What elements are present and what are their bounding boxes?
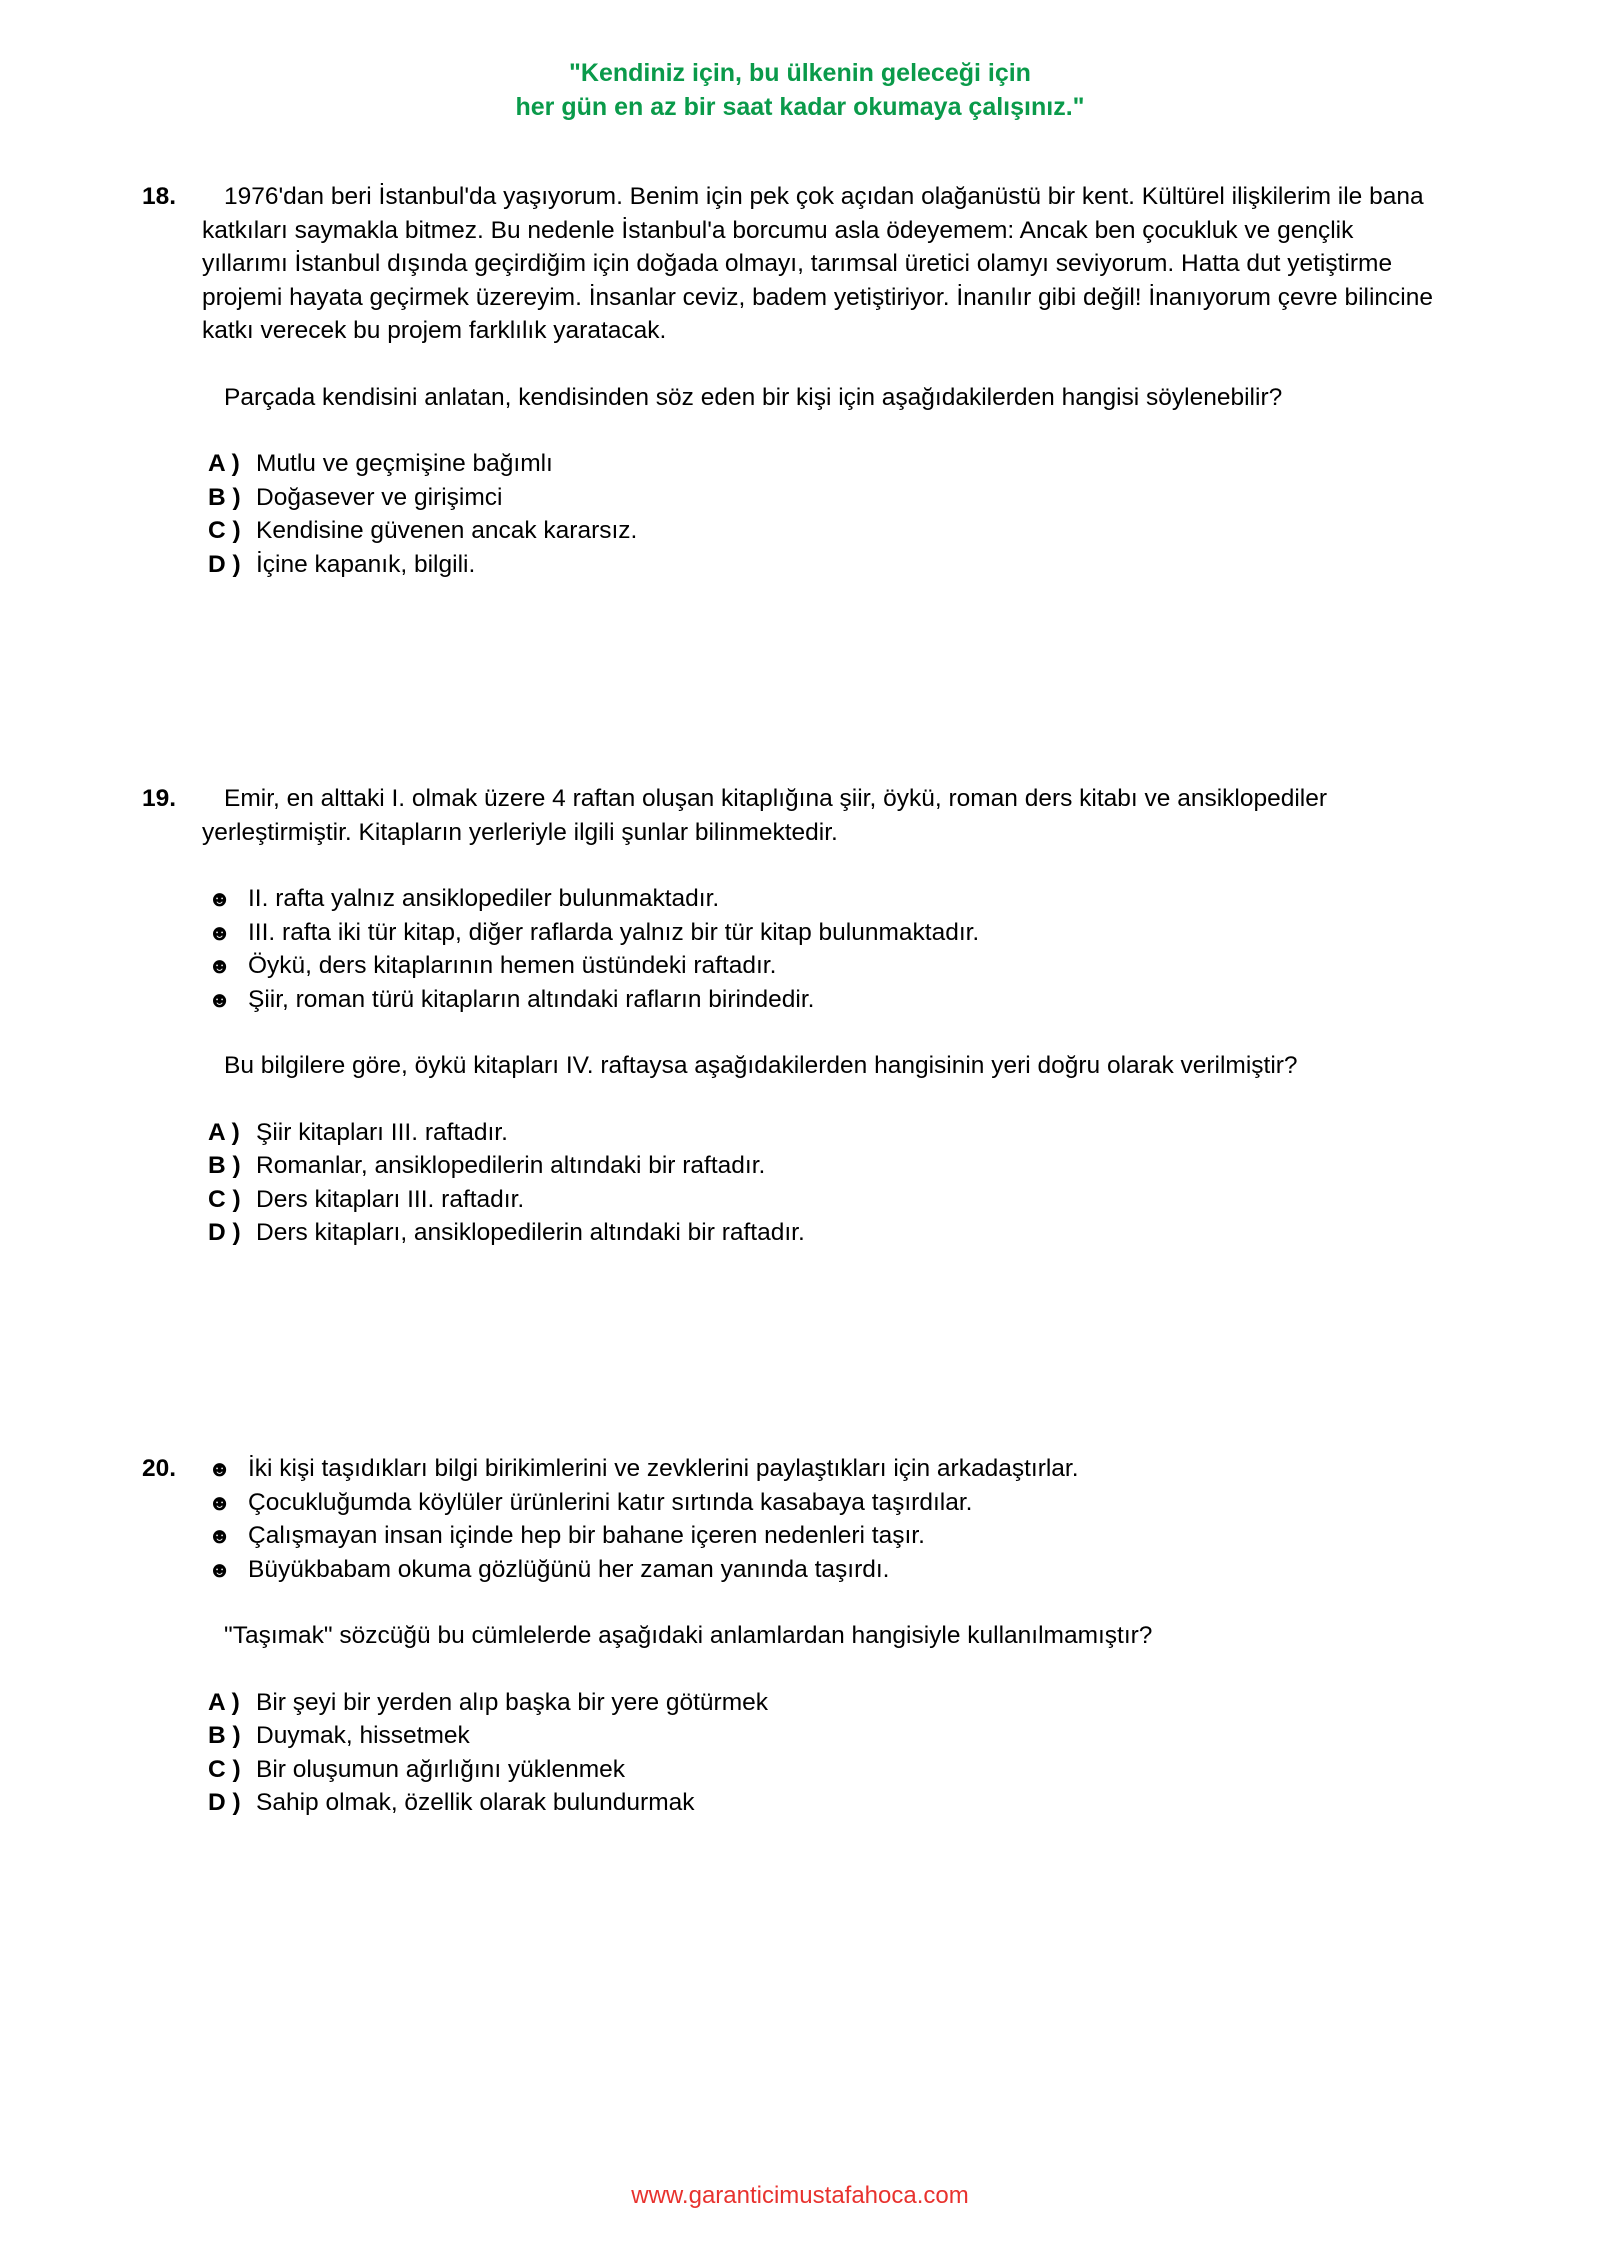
sentence-text: Büyükbabam okuma gözlüğünü her zaman yanında taşırdı. <box>248 1555 890 1583</box>
answer-options <box>202 1116 1442 1250</box>
option-text: Bir oluşumun ağırlığını yüklenmek <box>256 1755 626 1783</box>
question-body <box>202 180 1442 581</box>
sentence-text: Çocukluğumda köylüler ürünlerini katır sırtında kasabaya taşırdılar. <box>248 1488 973 1516</box>
smiley-bullet-icon: ☻ <box>208 953 232 978</box>
option-label: D ) <box>208 1219 241 1246</box>
option-text: Bir şeyi bir yerden alıp başka bir yere götürmek <box>256 1688 768 1716</box>
sentence-list <box>202 1452 1442 1586</box>
option-label: A ) <box>208 450 240 477</box>
question-18 <box>142 180 1442 581</box>
question-number: 20. <box>142 1455 177 1482</box>
statement-list <box>202 882 1442 1016</box>
smiley-bullet-icon: ☻ <box>208 1523 232 1548</box>
option-text: Mutlu ve geçmişine bağımlı <box>256 450 553 477</box>
question-19 <box>142 782 1442 1250</box>
answer-options <box>202 1686 1442 1820</box>
option-label: C ) <box>208 517 241 544</box>
option-label: D ) <box>208 550 241 578</box>
question-20 <box>142 1452 1442 1820</box>
statement-text: III. rafta iki tür kitap, diğer raflarda yalnız bir tür kitap bulunmaktadır. <box>248 918 980 946</box>
sentence-item <box>208 1553 1442 1587</box>
option-text: Doğasever ve girişimci <box>256 483 503 511</box>
option-text: Romanlar, ansiklopedilerin altındaki bir raftadır. <box>256 1152 766 1179</box>
statement-item <box>208 882 1442 916</box>
question-stem: 1976'dan beri İstanbul'da yaşıyorum. Benim için pek çok açıdan olağanüstü bir kent. Kültürel ilişkilerim ile bana katkıları saymakla bitmez. Bu nedenle İstanbul'a borcumu asla ödeyemem: Ancak ben çocukluk ve gençlik yıllarımı İstanbul dışında geçirdiğim için doğada olmayı, tarımsal üretici olamyı seviyorum. Hatta dut yetiştirme projemi hayata geçirmek üzereyim. İnsanlar ceviz, badem yetiştiriyor. İnanılır gibi değil! İnanıyorum çevre bilincine katkı verecek bu projem farklılık yaratacak. <box>202 183 1433 344</box>
option-label: B ) <box>208 1152 241 1179</box>
sentence-item <box>208 1486 1442 1520</box>
question-stem: Emir, en alttaki I. olmak üzere 4 raftan oluşan kitaplığına şiir, öykü, roman ders kitabı ve ansiklopediler yerleştirmiştir. Kitapların yerleriyle ilgili şunlar bilinmektedir. <box>202 785 1328 846</box>
question-prompt: "Taşımak" sözcüğü bu cümlelerde aşağıdaki anlamlardan hangisiyle kullanılmamıştır? <box>224 1622 1153 1649</box>
option-text: Şiir kitapları III. raftadır. <box>256 1118 508 1146</box>
statement-text: Öykü, ders kitaplarının hemen üstündeki raftadır. <box>248 952 777 979</box>
option-label: D ) <box>208 1789 241 1816</box>
smiley-bullet-icon: ☻ <box>208 919 232 945</box>
option-label: A ) <box>208 1688 240 1716</box>
option-text: İçine kapanık, bilgili. <box>256 550 476 578</box>
option-text: Kendisine güvenen ancak kararsız. <box>256 517 638 544</box>
statement-item <box>208 916 1442 950</box>
option-c[interactable] <box>208 1753 1442 1787</box>
motto-header <box>0 56 1600 124</box>
option-label: B ) <box>208 483 241 511</box>
option-text: Ders kitapları III. raftadır. <box>256 1185 525 1213</box>
option-c[interactable] <box>208 1183 1442 1217</box>
statement-item <box>208 983 1442 1017</box>
option-d[interactable] <box>208 1216 1442 1250</box>
option-text: Duymak, hissetmek <box>256 1722 470 1749</box>
question-prompt: Parçada kendisini anlatan, kendisinden söz eden bir kişi için aşağıdakilerden hangisi söylenebilir? <box>224 383 1283 411</box>
motto-line-1: "Kendiniz için, bu ülkenin geleceği için <box>569 59 1031 87</box>
option-a[interactable] <box>208 447 1442 481</box>
question-body <box>202 782 1442 1250</box>
sentence-item <box>208 1519 1442 1553</box>
sentence-text: İki kişi taşıdıkları bilgi birikimlerini ve zevklerini paylaştıkları için arkadaştırlar. <box>248 1455 1079 1482</box>
smiley-bullet-icon: ☻ <box>208 1456 232 1481</box>
question-prompt: Bu bilgilere göre, öykü kitapları IV. raftaysa aşağıdakilerden hangisinin yeri doğru olarak verilmiştir? <box>224 1052 1298 1079</box>
statement-item <box>208 949 1442 983</box>
statement-text: II. rafta yalnız ansiklopediler bulunmaktadır. <box>248 885 720 912</box>
option-b[interactable] <box>208 1149 1442 1183</box>
question-number: 18. <box>142 183 177 210</box>
option-text: Sahip olmak, özellik olarak bulundurmak <box>256 1789 695 1816</box>
option-c[interactable] <box>208 514 1442 548</box>
sentence-item <box>208 1452 1442 1486</box>
footer-website-link[interactable]: www.garanticimustafahoca.com <box>631 2182 969 2209</box>
question-body <box>202 1452 1442 1820</box>
question-number: 19. <box>142 785 177 812</box>
option-d[interactable] <box>208 548 1442 582</box>
option-label: C ) <box>208 1185 241 1213</box>
option-a[interactable] <box>208 1116 1442 1150</box>
smiley-bullet-icon: ☻ <box>208 986 232 1012</box>
smiley-bullet-icon: ☻ <box>208 1556 232 1582</box>
smiley-bullet-icon: ☻ <box>208 886 232 911</box>
option-text: Ders kitapları, ansiklopedilerin altındaki bir raftadır. <box>256 1219 805 1246</box>
option-a[interactable] <box>208 1686 1442 1720</box>
option-d[interactable] <box>208 1786 1442 1820</box>
sentence-text: Çalışmayan insan içinde hep bir bahane içeren nedenleri taşır. <box>248 1522 925 1549</box>
option-label: C ) <box>208 1755 241 1783</box>
option-b[interactable] <box>208 1719 1442 1753</box>
smiley-bullet-icon: ☻ <box>208 1489 232 1515</box>
option-label: B ) <box>208 1722 241 1749</box>
motto-line-2: her gün en az bir saat kadar okumaya çalışınız." <box>515 93 1085 121</box>
statement-text: Şiir, roman türü kitapların altındaki rafların birindedir. <box>248 985 815 1013</box>
option-b[interactable] <box>208 481 1442 515</box>
answer-options <box>202 447 1442 581</box>
option-label: A ) <box>208 1118 240 1146</box>
